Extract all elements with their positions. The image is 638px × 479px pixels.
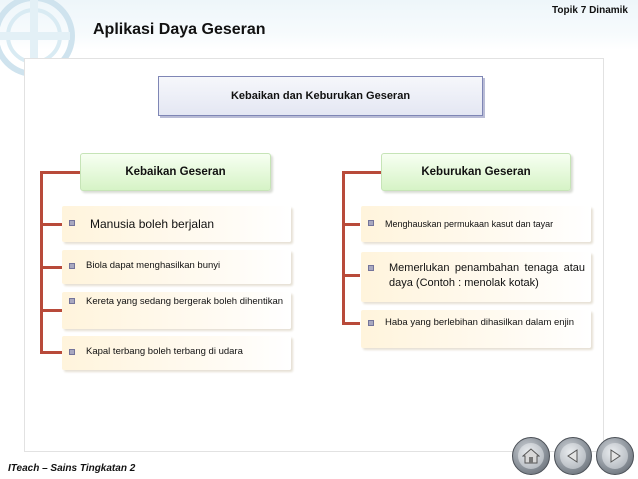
disadvantage-text-2: Memerlukan penambahan tenaga atau daya (Contoh : menolak kotak) <box>389 262 585 289</box>
main-heading-box <box>158 76 483 116</box>
disadvantage-item-2 <box>361 252 591 302</box>
main-heading: Kebaikan dan Keburukan Geseran <box>230 90 411 102</box>
disadvantage-text-3: Haba yang berlebihan dihasilkan dalam enjin <box>385 317 575 328</box>
home-button[interactable] <box>512 437 550 475</box>
advantage-text-3: Kereta yang sedang bergerak boleh dihentikan <box>86 296 284 307</box>
arrow-right-icon <box>607 448 623 464</box>
left-connector-top <box>40 171 80 174</box>
advantage-text-1: Manusia boleh berjalan <box>90 217 215 231</box>
advantage-item-3 <box>62 292 291 329</box>
bullet-icon <box>69 349 75 355</box>
disadvantage-text-1: Menghauskan permukaan kasut dan tayar <box>385 219 554 229</box>
disadvantages-heading-box <box>381 153 571 191</box>
topic-label: Topik 7 Dinamik <box>552 5 628 16</box>
right-connector-vertical <box>342 171 345 324</box>
advantage-text-4: Kapal terbang boleh terbang di udara <box>86 346 243 357</box>
disadvantage-item-3 <box>361 310 591 348</box>
home-button-face <box>518 443 544 469</box>
advantages-heading-box <box>80 153 271 191</box>
right-connector-3 <box>342 322 360 325</box>
bullet-icon <box>368 320 374 326</box>
advantage-item-4 <box>62 336 291 370</box>
disadvantages-heading: Keburukan Geseran <box>421 166 531 178</box>
bullet-icon <box>368 265 374 271</box>
arrow-left-icon <box>565 448 581 464</box>
left-connector-vertical <box>40 171 43 354</box>
bullet-icon <box>368 220 374 226</box>
footer-credit: ITeach – Sains Tingkatan 2 <box>8 463 136 474</box>
right-connector-top <box>342 171 382 174</box>
page-title: Aplikasi Daya Geseran <box>93 21 266 38</box>
bullet-icon <box>69 220 75 226</box>
advantage-item-1 <box>62 206 291 242</box>
back-button-face <box>560 443 586 469</box>
disadvantage-item-1 <box>361 206 591 242</box>
advantage-text-2: Biola dapat menghasilkan bunyi <box>86 260 221 271</box>
advantage-item-2 <box>62 250 291 284</box>
bullet-icon <box>69 263 75 269</box>
bullet-icon <box>69 298 75 304</box>
advantages-heading: Kebaikan Geseran <box>125 166 226 178</box>
next-button[interactable] <box>596 437 634 475</box>
next-button-face <box>602 443 628 469</box>
right-connector-1 <box>342 223 360 226</box>
right-connector-2 <box>342 274 360 277</box>
home-icon <box>522 447 540 465</box>
back-button[interactable] <box>554 437 592 475</box>
